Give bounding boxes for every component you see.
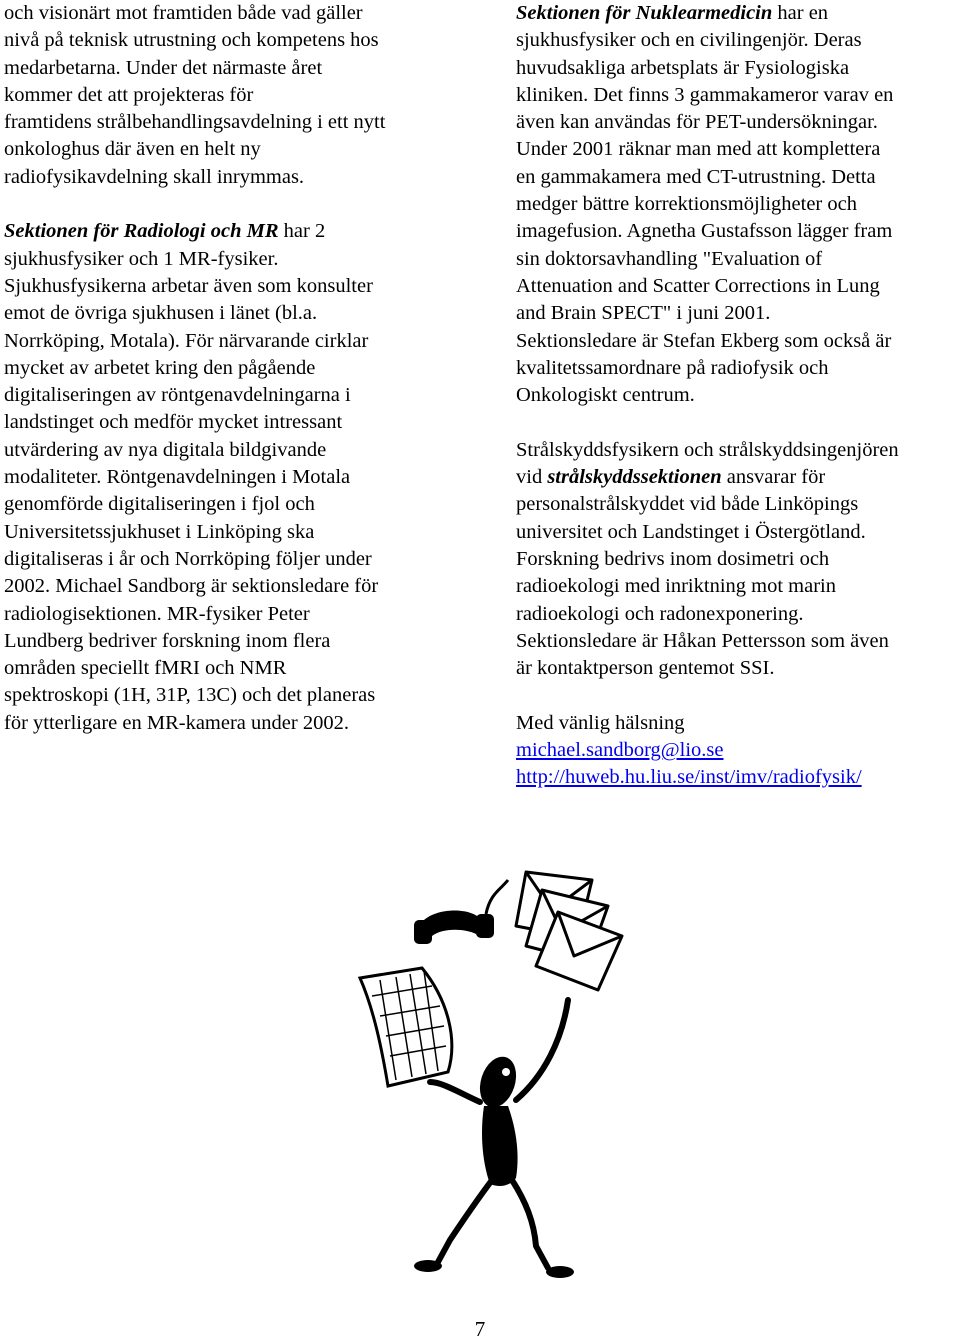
text-line: Strålskyddsfysikern och strålskyddsingenjören [516, 438, 899, 461]
text-line: Forskning bedrivs inom dosimetri och [516, 547, 830, 570]
text-line: medarbetarna. Under det närmaste året [4, 56, 323, 79]
body-icon [482, 1106, 518, 1186]
text-line: radioekologi och radonexponering. [516, 602, 804, 625]
paragraph-gap [516, 409, 960, 436]
text-line: 2002. Michael Sandborg är sektionsledare för [4, 575, 379, 598]
text-line: kliniken. Det finns 3 gammakameror varav en [516, 83, 894, 106]
text-line: utvärdering av nya digitala bildgivande [4, 438, 327, 461]
text-line: framtidens strålbehandlingsavdelning i ett nytt [4, 111, 386, 134]
text-line [516, 0, 960, 27]
text-line: landstinget och medför mycket intressant [4, 411, 343, 434]
text-line: imagefusion. Agnetha Gustafsson lägger fram [516, 220, 893, 243]
inline-text: har en [772, 2, 829, 24]
left-paragraph-intro [4, 0, 456, 191]
text-line [4, 218, 456, 245]
text-line: sjukhusfysiker och 1 MR-fysiker. [4, 247, 279, 270]
text-line: personalstrålskyddet vid både Linköpings [516, 493, 859, 516]
telephone-icon [414, 880, 508, 944]
inline-text: ansvarar för [721, 466, 826, 489]
signature-block [516, 710, 960, 792]
section-heading-nuklearmedicin: Sektionen för Nuklearmedicin [516, 2, 773, 24]
paragraph-gap [516, 682, 960, 709]
email-link[interactable]: michael.sandborg@lio.se [516, 739, 724, 762]
text-line: emot de övriga sjukhusen i länet (bl.a. [4, 302, 318, 325]
legs-icon [438, 1180, 548, 1268]
keyboard-icon [360, 968, 452, 1086]
email-line [516, 737, 960, 764]
page-number: 7 [474, 1317, 486, 1341]
text-line: onkologhus där även en helt ny [4, 138, 261, 161]
text-line [516, 464, 960, 491]
text-line: kommer det att projekteras för [4, 83, 254, 106]
text-line: digitaliseringen av röntgenavdelningarna i [4, 384, 351, 407]
url-line [516, 764, 960, 791]
text-line: Sektionsledare är Håkan Pettersson som även [516, 629, 889, 652]
text-line: en gammakamera med CT-utrustning. Detta [516, 165, 876, 188]
text-line: modaliteter. Röntgenavdelningen i Motala [4, 466, 351, 489]
greeting-text: Med vänlig hälsning [516, 711, 685, 734]
text-line: Lundberg bedriver forskning inom flera [4, 629, 331, 652]
right-column [516, 0, 960, 792]
inline-text: har 2 [278, 220, 326, 243]
feet-icon [414, 1260, 574, 1278]
left-column [4, 0, 456, 737]
juggling-figure-illustration [330, 850, 650, 1290]
text-line: Sektionsledare är Stefan Ekberg som också är [516, 329, 892, 352]
text-line: Sjukhusfysikerna arbetar även som konsulter [4, 274, 373, 297]
left-paragraph-radiologi [4, 218, 456, 737]
text-line: Under 2001 räknar man med att komplettera [516, 138, 881, 161]
text-line: sjukhusfysiker och en civilingenjör. Deras [516, 29, 862, 52]
text-line: nivå på teknisk utrustning och kompetens hos [4, 29, 379, 52]
text-line: spektroskopi (1H, 31P, 13C) och det planeras [4, 684, 376, 707]
text-line: genomförde digitaliseringen i fjol och [4, 493, 315, 516]
text-line: sin doktorsavhandling "Evaluation of [516, 247, 823, 270]
text-line: Onkologiskt centrum. [516, 384, 695, 407]
text-line: digitaliseras i år och Norrköping följer under [4, 547, 372, 570]
envelopes-icon [516, 872, 622, 990]
text-line: Attenuation and Scatter Corrections in Lung [516, 274, 880, 297]
text-line: även kan användas för PET-undersökningar. [516, 111, 878, 134]
text-line: radioekologi med inriktning mot marin [516, 575, 836, 598]
text-line: områden speciellt fMRI och NMR [4, 657, 287, 680]
text-line: för ytterligare en MR-kamera under 2002. [4, 711, 349, 734]
text-line: mycket av arbetet kring den pågående [4, 356, 316, 379]
paragraph-gap [4, 191, 456, 218]
text-line: radiologisektionen. MR-fysiker Peter [4, 602, 310, 625]
text-line: radiofysikavdelning skall inrymmas. [4, 165, 305, 188]
website-link[interactable]: http://huweb.hu.liu.se/inst/imv/radiofysik/ [516, 766, 862, 789]
right-paragraph-stralskydd [516, 437, 960, 683]
section-heading-radiologi: Sektionen för Radiologi och MR [4, 220, 279, 243]
text-line: medger bättre korrektionsmöjligheter och [516, 193, 857, 216]
inline-text: vid [516, 466, 548, 489]
text-line: Universitetssjukhuset i Linköping ska [4, 520, 315, 543]
text-line: är kontaktperson gentemot SSI. [516, 657, 775, 680]
text-line: huvudsakliga arbetsplats är Fysiologiska [516, 56, 850, 79]
text-line: universitet och Landstinget i Östergötland. [516, 520, 866, 543]
text-line: och visionärt mot framtiden både vad gäller [4, 2, 363, 24]
right-paragraph-nuklearmedicin [516, 0, 960, 409]
text-line: kvalitetssamordnare på radiofysik och [516, 356, 829, 379]
text-line: and Brain SPECT" i juni 2001. [516, 302, 771, 325]
section-heading-stralskydd: strålskyddssektionen [547, 466, 722, 489]
text-line: Norrköping, Motala). För närvarande cirklar [4, 329, 369, 352]
